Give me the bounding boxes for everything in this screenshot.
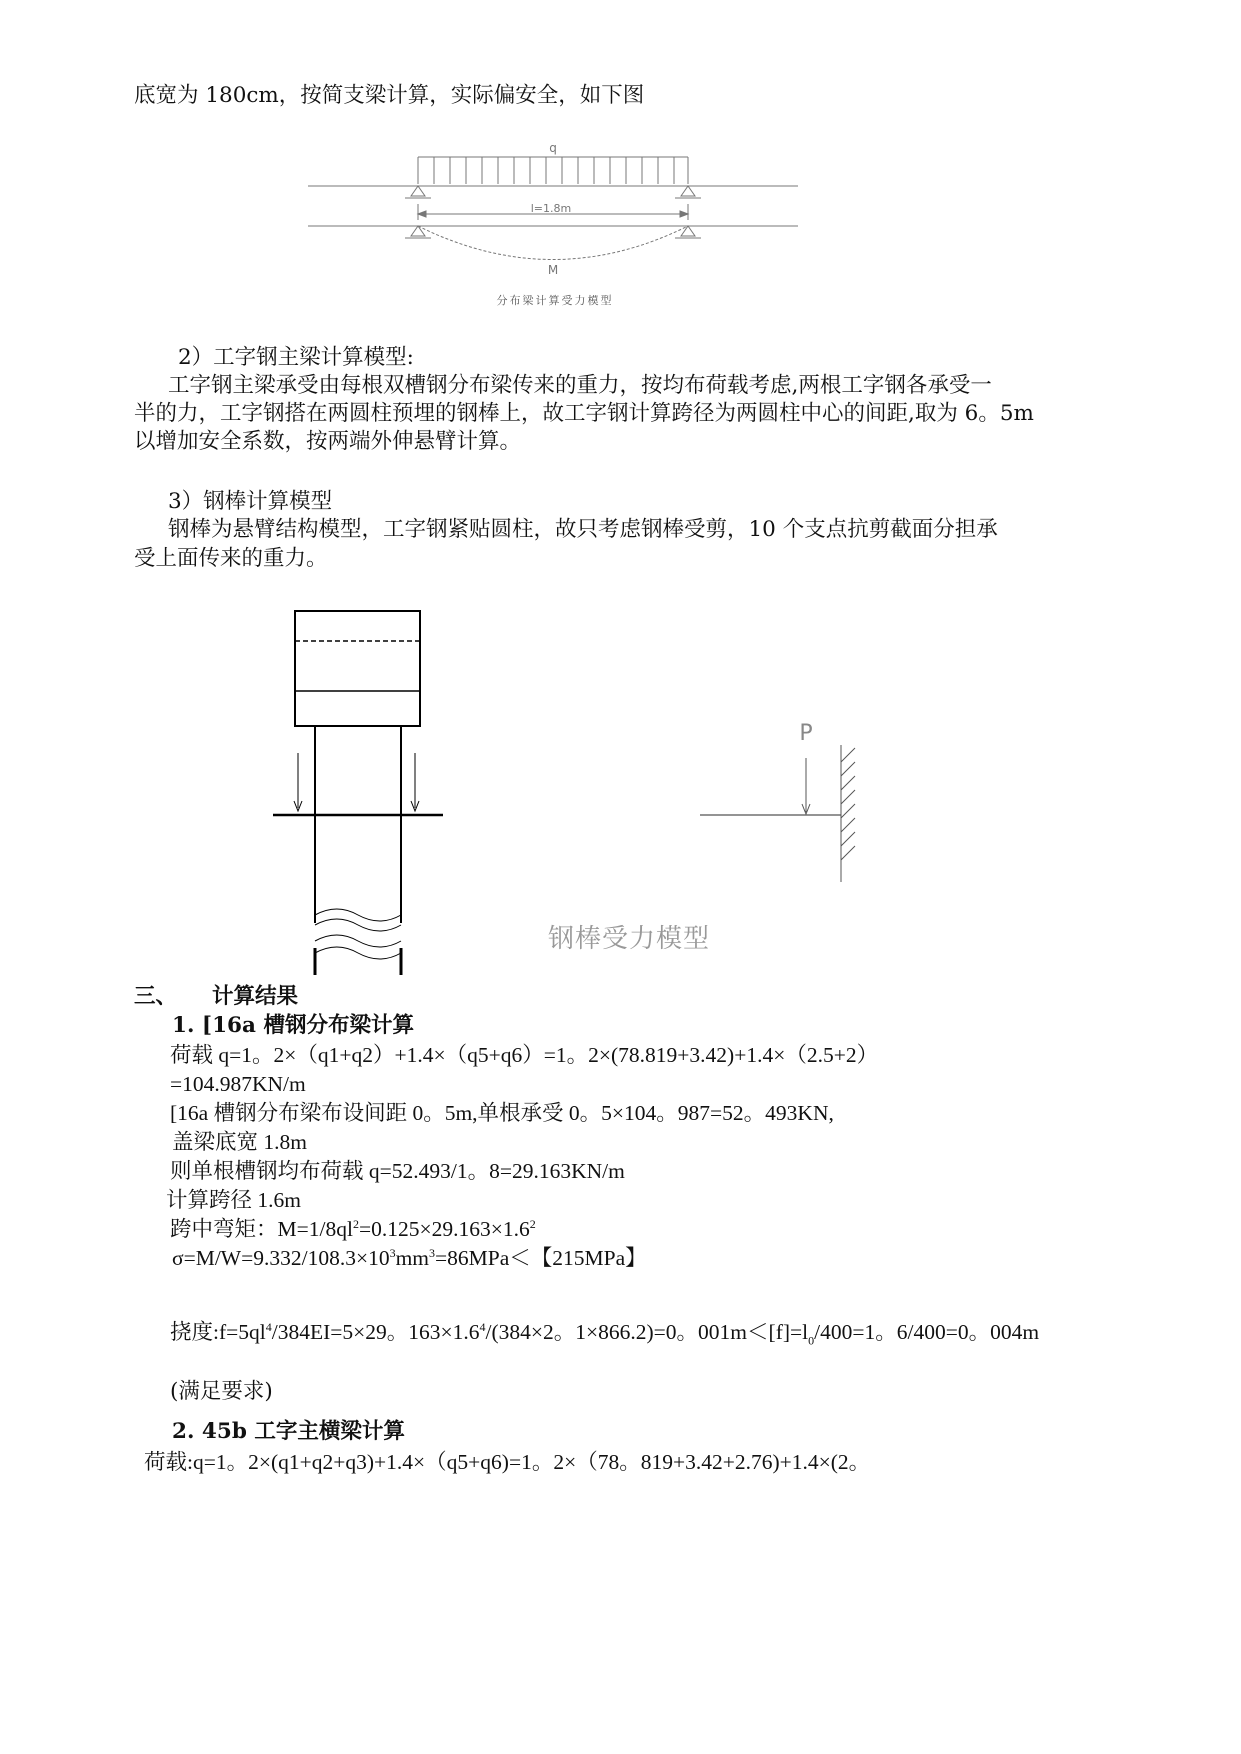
diagram2-caption: 钢棒受力模型 <box>548 924 711 954</box>
section3-line-1: 钢棒为悬臂结构模型，工字钢紧贴圆柱，故只考虑钢棒受剪，10 个支点抗剪截面分担承 <box>168 517 998 542</box>
span-line: 计算跨径 1.6m <box>166 1188 301 1212</box>
stress-line: $\sigma=M/W=9.332/108.3\times 10^3mm^3=86MPa<$【215MPa】 <box>172 1245 647 1270</box>
load-line-beam: 荷载:q=1。2×(q1+q2+q3)+1.4×（q5+q6)=1。2×（78。819+3.42+2.76)+1.4×(2。 <box>144 1450 871 1474</box>
distribution-beam-diagram <box>303 138 803 318</box>
moment-label: M <box>547 263 559 277</box>
load-q-label: q <box>549 141 557 155</box>
uniform-load-line: 则单根槽钢均布荷载 q=52.493/1。8=29.163KN/m <box>170 1159 625 1183</box>
force-p-label: P <box>799 721 813 746</box>
section3-line-2: 受上面传来的重力。 <box>134 546 328 571</box>
diagram1-caption: 分布梁计算受力模型 <box>496 294 614 307</box>
deflection-line: 挠度$:f=5ql^4/384EI=5\times 29$。$163\times 1.6^4/(384\times 2$。1×866.2)=0。$001m<[f]=l_0/400=1$。6/400=0。004m <box>170 1319 1040 1348</box>
subsection-1-heading: 1. [16a 槽钢分布梁计算 <box>172 1013 414 1038</box>
satisfy-note: (满足要求) <box>170 1379 273 1404</box>
section2-line-3: 以增加安全系数，按两端外伸悬臂计算。 <box>134 429 522 454</box>
moment-line: 跨中弯矩：$M=1/8ql^2=0.125\times 29.163\times 1.6^2$ <box>170 1216 536 1241</box>
section2-line-1: 工字钢主梁承受由每根双槽钢分布梁传来的重力，按均布荷载考虑,两根工字钢各承受一 <box>168 373 992 398</box>
intro-line: 底宽为 180cm，按简支梁计算，实际偏安全，如下图 <box>134 83 645 108</box>
section2-line-2: 半的力，工字钢搭在两圆柱预埋的钢棒上，故工字钢计算跨径为两圆柱中心的间距,取为 6。5m <box>134 401 1034 426</box>
section3-heading: 3）钢棒计算模型 <box>168 489 333 514</box>
load-line-2: =104.987KN/m <box>170 1072 306 1096</box>
load-line-1: 荷载 q=1。2×（q1+q2）+1.4×（q5+q6）=1。2×(78.819+3.42)+1.4×（2.5+2） <box>170 1043 879 1067</box>
width-line: 盖梁底宽 1.8m <box>172 1130 307 1154</box>
subsection-2-heading: 2. 45b 工字主横梁计算 <box>172 1419 405 1444</box>
steel-bar-column-diagram <box>265 603 465 983</box>
spacing-line: [16a 槽钢分布梁布设间距 0。5m,单根承受 0。5×104。987=52。493KN, <box>170 1101 834 1125</box>
section2-heading: 2）工字钢主梁计算模型: <box>178 345 414 370</box>
span-label: l=1.8m <box>530 202 572 215</box>
results-heading-number: 三、 <box>134 984 178 1009</box>
cantilever-diagram <box>695 712 875 887</box>
results-heading: 计算结果 <box>212 984 299 1009</box>
